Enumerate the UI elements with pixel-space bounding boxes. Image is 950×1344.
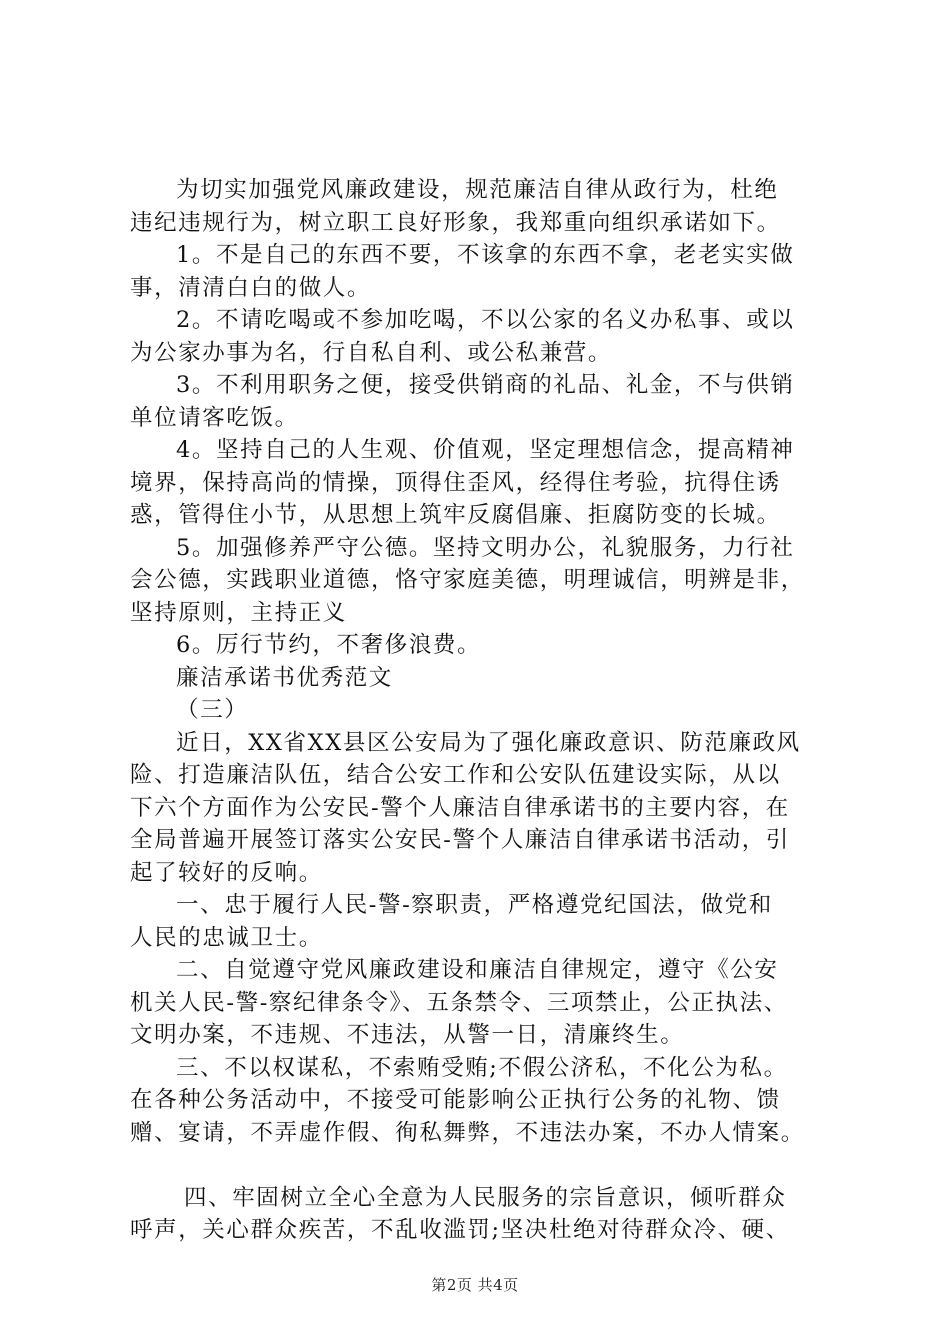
paragraph-line: 文明办案，不违规、不违法，从警一日，清廉终生。 bbox=[130, 1022, 685, 1048]
paragraph-line: 6。厉行节约，不奢侈浪费。 bbox=[176, 632, 482, 658]
paragraph-line: 全局普遍开展签订落实公安民-警个人廉洁自律承诺书活动，引 bbox=[130, 827, 790, 853]
document-body bbox=[130, 174, 830, 1247]
paragraph-line: 境界，保持高尚的情操，顶得住歪风，经得住考验，抗得住诱 bbox=[130, 469, 781, 496]
paragraph-line: 为切实加强党风廉政建设，规范廉洁自律从政行为，杜绝 bbox=[176, 177, 779, 203]
paragraph-line: 1。不是自己的东西不要，不该拿的东西不拿，老老实实做 bbox=[176, 242, 795, 268]
paragraph-line: 人民的忠诚卫士。 bbox=[130, 924, 323, 951]
paragraph-line: 在各种公务活动中，不接受可能影响公正执行公务的礼物、馈 bbox=[130, 1087, 781, 1113]
paragraph-line: 三、不以权谋私，不索贿受贿;不假公济私，不化公为私。 bbox=[176, 1054, 788, 1081]
paragraph-line: 近日，XX省XX县区公安局为了强化廉政意识、防范廉政风 bbox=[176, 729, 801, 756]
paragraph-line: 险、打造廉洁队伍，结合公安工作和公安队伍建设实际，从以 bbox=[130, 762, 781, 788]
paragraph-line: 3。不利用职务之便，接受供销商的礼品、礼金，不与供销 bbox=[176, 372, 795, 398]
paragraph-line: 事，清清白白的做人。 bbox=[130, 274, 372, 301]
paragraph-line: 5。加强修养严守公德。坚持文明办公，礼貌服务，力行社 bbox=[176, 534, 795, 561]
paragraph-line: 为公家办事为名，行自私自利、或公私兼营。 bbox=[130, 339, 613, 366]
paragraph-line: 惑，管得住小节，从思想上筑牢反腐倡廉、拒腐防变的长城。 bbox=[130, 502, 781, 528]
page-number: 第2页 共4页 bbox=[431, 1276, 519, 1294]
paragraph-line: 违纪违规行为，树立职工良好形象，我郑重向组织承诺如下。 bbox=[130, 209, 781, 236]
paragraph-line: 坚持原则，主持正义 bbox=[130, 599, 347, 626]
paragraph-line: 二、自觉遵守党风廉政建设和廉洁自律规定，遵守《公安 bbox=[176, 957, 779, 983]
page-footer bbox=[0, 1274, 950, 1295]
paragraph-line: 一、忠于履行人民-警-察职责，严格遵党纪国法，做党和 bbox=[176, 892, 773, 918]
paragraph-line: 2。不请吃喝或不参加吃喝，不以公家的名义办私事、或以 bbox=[176, 307, 795, 333]
paragraph-line: 4。坚持自己的人生观、价值观，坚定理想信念，提高精神 bbox=[176, 437, 795, 463]
blank-line bbox=[130, 1149, 830, 1182]
paragraph-line: 会公德，实践职业道德，恪守家庭美德，明理诚信，明辨是非， bbox=[130, 567, 805, 593]
paragraph-line: 四、牢固树立全心全意为人民服务的宗旨意识，倾听群众 bbox=[184, 1184, 787, 1211]
section-heading: 廉洁承诺书优秀范文 bbox=[176, 664, 393, 691]
paragraph-line: 赠、宴请，不弄虚作假、徇私舞弊，不违法办案，不办人情案。 bbox=[130, 1119, 805, 1146]
paragraph-line: 呼声，关心群众疾苦，不乱收滥罚;坚决杜绝对待群众冷、硬、 bbox=[130, 1217, 790, 1243]
paragraph-line: 起了较好的反响。 bbox=[130, 859, 323, 886]
paragraph-line: 下六个方面作为公安民-警个人廉洁自律承诺书的主要内容，在 bbox=[130, 794, 790, 821]
paragraph-line: 机关人民-警-察纪律条令》、五条禁令、三项禁止，公正执法、 bbox=[130, 989, 788, 1016]
section-number: （三） bbox=[176, 697, 249, 723]
paragraph-line: 单位请客吃饭。 bbox=[130, 404, 299, 431]
